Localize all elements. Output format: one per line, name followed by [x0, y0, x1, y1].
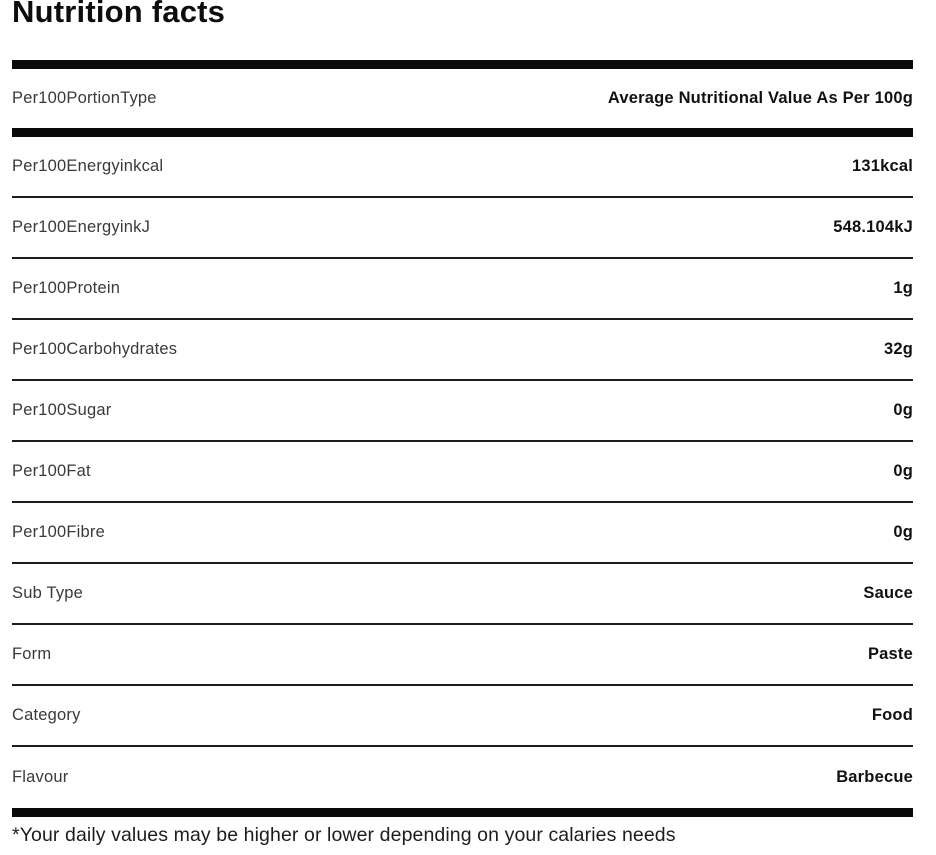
table-row [12, 686, 913, 747]
row-value: Paste [867, 645, 913, 663]
table-row [12, 137, 913, 198]
table-row [12, 564, 913, 625]
table-row [12, 503, 913, 564]
row-value: 1g [893, 279, 913, 297]
row-label: Flavour [12, 768, 69, 786]
row-value: Barbecue [836, 768, 913, 786]
row-label: Per100Fat [12, 462, 91, 480]
header-value: Average Nutritional Value As Per 100g [607, 89, 913, 107]
row-value: Food [871, 706, 913, 724]
row-label: Sub Type [12, 584, 84, 602]
table-row [12, 442, 913, 503]
table-row [12, 198, 913, 259]
row-value: 0g [893, 523, 913, 541]
page-title: Nutrition facts [12, 0, 226, 29]
table-header-row [12, 69, 913, 128]
row-label: Per100Protein [12, 279, 121, 297]
row-label: Per100Carbohydrates [12, 340, 178, 358]
bottom-divider-bar [12, 808, 913, 817]
table-row [12, 259, 913, 320]
row-label: Form [12, 645, 52, 663]
header-divider-bar [12, 128, 913, 137]
footnote: *Your daily values may be higher or lower depending on your calaries needs [12, 824, 676, 846]
row-label: Per100Energyinkcal [12, 157, 164, 175]
row-label: Per100Fibre [12, 523, 105, 541]
row-label: Per100EnergyinkJ [12, 218, 151, 236]
table-body [12, 137, 913, 808]
header-label: Per100PortionType [12, 89, 157, 107]
row-value: 0g [893, 401, 913, 419]
table-row [12, 625, 913, 686]
nutrition-facts-panel [12, 0, 913, 847]
table-row [12, 320, 913, 381]
top-divider-bar [12, 60, 913, 69]
row-value: 32g [883, 340, 913, 358]
row-value: 131kcal [851, 157, 913, 175]
row-value: 548.104kJ [833, 218, 913, 236]
table-row [12, 381, 913, 442]
row-label: Category [12, 706, 81, 724]
row-value: Sauce [863, 584, 913, 602]
row-value: 0g [893, 462, 913, 480]
row-label: Per100Sugar [12, 401, 112, 419]
table-row [12, 747, 913, 808]
